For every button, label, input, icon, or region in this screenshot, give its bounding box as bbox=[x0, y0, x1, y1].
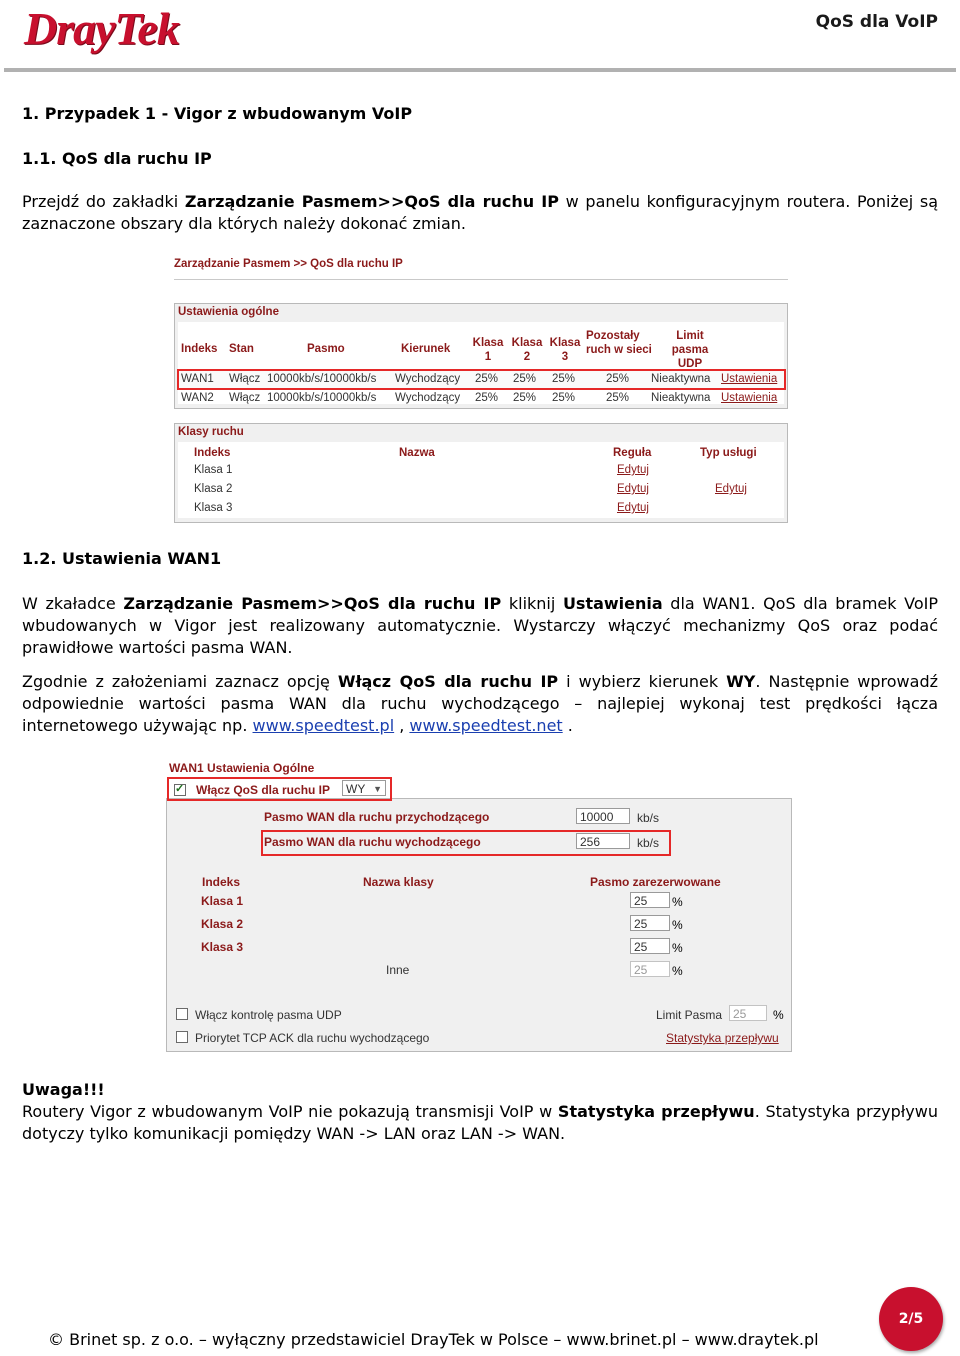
direction-select[interactable]: WY ▼ bbox=[342, 780, 386, 796]
class-col-index: Indeks bbox=[194, 447, 231, 459]
warning-title: Uwaga!!! bbox=[22, 1080, 105, 1099]
wan1-settings-link[interactable]: Ustawienia bbox=[721, 373, 778, 385]
outgoing-bandwidth-label: Pasmo WAN dla ruchu wychodzącego bbox=[264, 835, 481, 849]
wan2-direction: Wychodzący bbox=[395, 392, 461, 404]
qos-overview-screenshot bbox=[172, 255, 788, 523]
wan2-class1: 25% bbox=[475, 392, 499, 404]
section1-heading: 1. Przypadek 1 - Vigor z wbudowanym VoIP bbox=[22, 104, 413, 123]
wan2-class3: 25% bbox=[552, 392, 576, 404]
class2-service-edit[interactable]: Edytuj bbox=[715, 483, 747, 495]
enable-qos-checkbox[interactable] bbox=[174, 784, 186, 796]
class3-reserved-input[interactable]: 25 bbox=[630, 938, 670, 954]
wan2-index: WAN2 bbox=[181, 392, 214, 404]
section12-paragraph1: W zkaładce Zarządzanie Pasmem>>QoS dla ruchu IP kliknij Ustawienia dla WAN1. QoS dla bramek VoIP wbudowanych w Vigor jest realizowany automatycznie. Wystarczy włączyć mechanizmy QoS oraz podać prawidłowe wartości pasma WAN. bbox=[22, 594, 939, 657]
class1-rule-edit[interactable]: Edytuj bbox=[617, 464, 649, 476]
traffic-classes-panel bbox=[174, 423, 788, 523]
col-udp-limit: Limit pasma UDP bbox=[671, 330, 709, 370]
wan1-settings-screenshot bbox=[166, 758, 792, 1052]
class-col-name: Nazwa bbox=[399, 447, 435, 459]
section11-heading: 1.1. QoS dla ruchu IP bbox=[22, 149, 212, 168]
wan1-settings-title: WAN1 Ustawienia Ogólne bbox=[169, 761, 315, 775]
other-reserved-input: 25 bbox=[630, 961, 670, 977]
class2-rule-edit[interactable]: Edytuj bbox=[617, 483, 649, 495]
class-col-service: Typ usługi bbox=[700, 447, 757, 459]
wan1-class2: 25% bbox=[513, 373, 537, 385]
class1-reserved-input[interactable]: 25 bbox=[630, 892, 670, 908]
section12-heading: 1.2. Ustawienia WAN1 bbox=[22, 549, 222, 568]
flow-statistics-link[interactable]: Statystyka przepływu bbox=[666, 1031, 779, 1045]
col-class-name: Nazwa klasy bbox=[363, 875, 434, 889]
class3-percent: % bbox=[672, 941, 683, 955]
tcp-ack-label: Priorytet TCP ACK dla ruchu wychodzącego bbox=[195, 1031, 430, 1045]
wan1-direction: Wychodzący bbox=[395, 373, 461, 385]
wan1-class3: 25% bbox=[552, 373, 576, 385]
traffic-classes-title: Klasy ruchu bbox=[178, 426, 244, 438]
class2-label: Klasa 2 bbox=[201, 917, 244, 931]
wan1-highlight bbox=[177, 369, 786, 390]
section11-paragraph: Przejdź do zakładki Zarządzanie Pasmem>>QoS dla ruchu IP w panelu konfiguracyjnym routera. Poniżej są zaznaczone obszary dla których należy dokonać zmian. bbox=[22, 192, 939, 233]
limit-input: 25 bbox=[729, 1005, 767, 1021]
col-index: Indeks bbox=[181, 343, 218, 355]
wan2-bandwidth: 10000kb/s/10000kb/s bbox=[267, 392, 377, 404]
general-settings-title: Ustawienia ogólne bbox=[178, 306, 279, 318]
wan1-index: WAN1 bbox=[181, 373, 214, 385]
enable-qos-label: Włącz QoS dla ruchu IP bbox=[196, 783, 331, 797]
udp-control-label: Włącz kontrolę pasma UDP bbox=[195, 1008, 342, 1022]
header-divider bbox=[4, 68, 956, 72]
col-reserved-bandwidth: Pasmo zarezerwowane bbox=[590, 875, 721, 889]
page-header-title: QoS dla VoIP bbox=[815, 12, 938, 32]
class2-percent: % bbox=[672, 918, 683, 932]
check-icon: ✓ bbox=[175, 783, 185, 795]
col-class3: Klasa 3 bbox=[549, 337, 581, 363]
col-class1: Klasa 1 bbox=[472, 337, 504, 363]
tcp-ack-checkbox[interactable] bbox=[176, 1031, 188, 1043]
class1-index: Klasa 1 bbox=[194, 464, 233, 476]
class1-label: Klasa 1 bbox=[201, 894, 244, 908]
class3-rule-edit[interactable]: Edytuj bbox=[617, 502, 649, 514]
breadcrumb: Zarządzanie Pasmem >> QoS dla ruchu IP bbox=[174, 258, 403, 270]
incoming-unit: kb/s bbox=[637, 811, 660, 825]
limit-percent: % bbox=[773, 1008, 784, 1022]
col-class2: Klasa 2 bbox=[511, 337, 543, 363]
wan1-bandwidth: 10000kb/s/10000kb/s bbox=[267, 373, 377, 385]
footer-text: © Brinet sp. z o.o. – wyłączny przedstawiciel DrayTek w Polsce – www.brinet.pl – www.draytek.pl bbox=[48, 1330, 819, 1349]
wan1-udp: Nieaktywna bbox=[651, 373, 711, 385]
wan1-class1: 25% bbox=[475, 373, 499, 385]
speedtest-net-link[interactable]: www.speedtest.net bbox=[409, 716, 563, 735]
chevron-down-icon: ▼ bbox=[373, 784, 382, 794]
class2-index: Klasa 2 bbox=[194, 483, 233, 495]
wan2-other: 25% bbox=[606, 392, 630, 404]
limit-label: Limit Pasma bbox=[656, 1008, 723, 1022]
wan2-class2: 25% bbox=[513, 392, 537, 404]
wan1-other: 25% bbox=[606, 373, 630, 385]
section12-paragraph2: Zgodnie z założeniami zaznacz opcję Włącz QoS dla ruchu IP i wybierz kierunek WY. Następnie wprowadź odpowiednie wartości pasma WAN dla ruchu wychodzącego – najlepiej wykonaj test prędkości łącza internetowego używając np. www.speedtest.pl , www.speedtest.net . bbox=[22, 672, 938, 735]
warning-paragraph: Routery Vigor z wbudowanym VoIP nie pokazują transmisji VoIP w Statystyka przepływu. Statystyka przypływu dotyczy tylko komunikacji pomiędzy WAN -> LAN oraz LAN -> WAN. bbox=[22, 1102, 938, 1143]
udp-control-checkbox[interactable] bbox=[176, 1008, 188, 1020]
other-percent: % bbox=[672, 964, 683, 978]
class-col-rule: Reguła bbox=[613, 447, 652, 459]
class1-percent: % bbox=[672, 895, 683, 909]
class2-reserved-input[interactable]: 25 bbox=[630, 915, 670, 931]
col-direction: Kierunek bbox=[401, 343, 451, 355]
col-bandwidth: Pasmo bbox=[307, 343, 345, 355]
class3-label: Klasa 3 bbox=[201, 940, 244, 954]
class3-index: Klasa 3 bbox=[194, 502, 233, 514]
col-other-traffic: Pozostały ruch w sieci bbox=[586, 330, 652, 356]
wan2-settings-link[interactable]: Ustawienia bbox=[721, 392, 778, 404]
general-settings-panel bbox=[174, 303, 788, 409]
col-class-index: Indeks bbox=[202, 875, 241, 889]
speedtest-pl-link[interactable]: www.speedtest.pl bbox=[252, 716, 395, 735]
other-class-label: Inne bbox=[386, 963, 410, 977]
col-state: Stan bbox=[229, 343, 254, 355]
page-number-badge: 2/5 bbox=[879, 1287, 943, 1351]
wan2-udp: Nieaktywna bbox=[651, 392, 711, 404]
outgoing-unit: kb/s bbox=[637, 836, 660, 850]
wan2-state: Włącz bbox=[229, 392, 261, 404]
incoming-bandwidth-input[interactable]: 10000 bbox=[576, 808, 630, 824]
outgoing-bandwidth-input[interactable]: 256 bbox=[576, 833, 630, 849]
incoming-bandwidth-label: Pasmo WAN dla ruchu przychodzącego bbox=[264, 810, 490, 824]
breadcrumb-divider bbox=[174, 279, 788, 280]
draytek-logo: DrayTek bbox=[24, 3, 179, 54]
wan1-state: Włącz bbox=[229, 373, 261, 385]
